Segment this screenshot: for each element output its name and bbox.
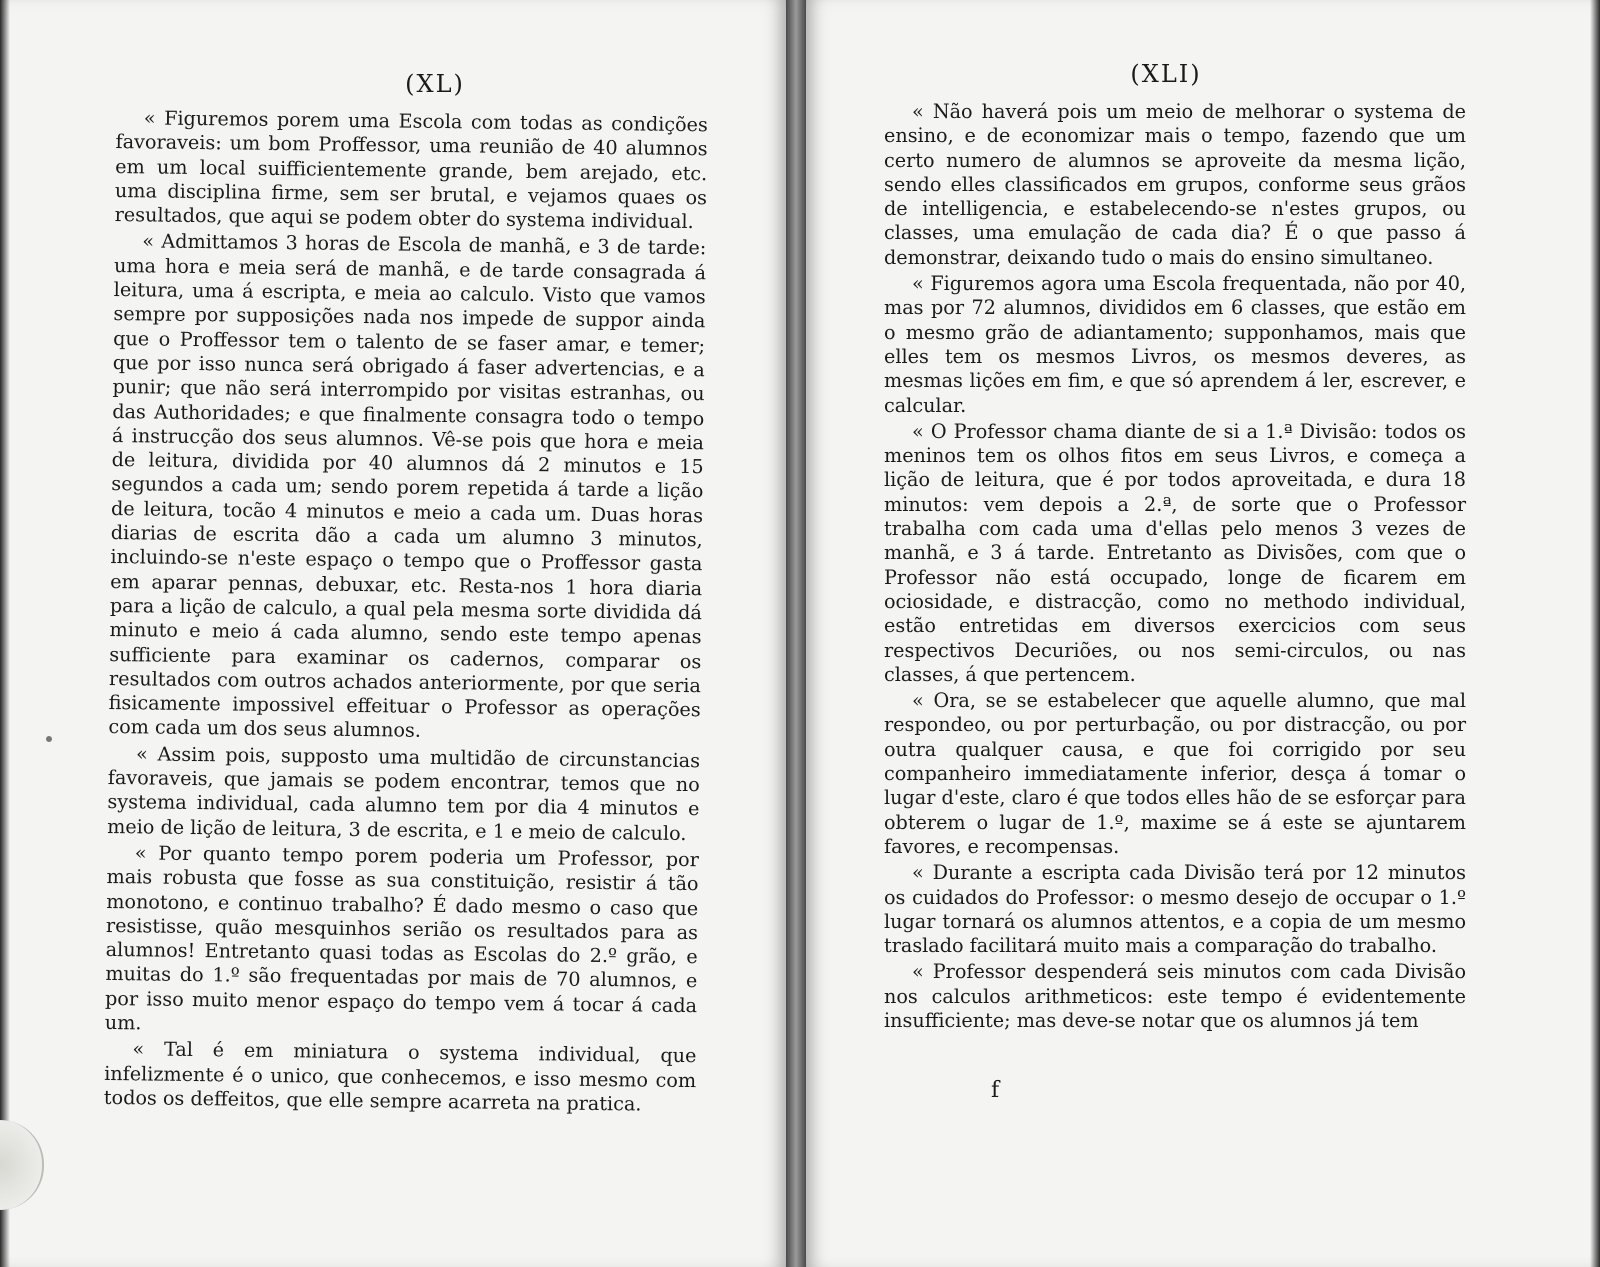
ink-spot bbox=[46, 736, 52, 742]
paragraph: « Por quanto tempo porem poderia um Professor, por mais robusta que fosse as sua constituição, resistir á tão monotono, e continuo trabalho? É dado mesmo o caso que resistisse, quão mesquinhos serião os resultados para as alumnos! Entretanto quasi todas as Escolas do 2.º grão, e muitas do 1.º são frequentadas por mais de 70 alumnos, e por isso muito menor espaço do tempo vem á tocar á cada um. bbox=[104, 841, 699, 1035]
paragraph: « Figuremos agora uma Escola frequentada, não por 40, mas por 72 alumnos, divididos em 6 classes, que estão em o mesmo grão de adiantamento; supponhamos, mais que elles tem os mesmos Livros, os mesmos deveres, as mesmas lições em fim, e que só aprendem á ler, escrever, e calcular. bbox=[884, 272, 1466, 417]
paragraph: « O Professor chama diante de si a 1.ª Divisão: todos os meninos tem os olhos fitos em seus Livros, e começa a lição de leitura, que é por todos aproveitada, e dura 18 minutos: vem depois a 2.ª, de sorte que o Professor trabalha com cada uma d'ellas pelo menos 3 vezes de manhã, e 3 á tarde. Entretanto as Divisões, com que o Professor não está occupado, longe de ficarem em ociosidade, e distracção, como no methodo individual, estão entretidas em diversos exercicios com seus respectivos Decuriões, ou nos semi-circulos, ou nas classes, á que pertencem. bbox=[884, 419, 1466, 686]
paragraph: « Não haverá pois um meio de melhorar o systema de ensino, e de economizar mais o tempo, fazendo que um certo numero de alumnos se aproveite da mesma lição, sendo elles classificados em grupos, conforme seus grãos de intelligencia, e estabelecendo-se n'estes grupos, ou classes, uma emulação de cada dia? É o que passo á demonstrar, deixando tudo o mais do ensino simultaneo. bbox=[884, 100, 1466, 269]
page-number: (XLI) bbox=[1130, 60, 1202, 88]
paragraph: « Professor despenderá seis minutos com cada Divisão nos calculos arithmeticos: este tempo é evidentemente insufficiente; mas deve-se notar que os alumnos já tem bbox=[884, 960, 1466, 1032]
page-damage bbox=[0, 1120, 44, 1210]
right-page bbox=[806, 0, 1600, 1267]
paragraph: « Durante a escripta cada Divisão terá por 12 minutos os cuidados do Professor: o mesmo desejo de occupar o 1.º lugar tornará os alumnos attentos, e a copia de um mesmo traslado facilitará muito mais a comparação do trabalho. bbox=[884, 861, 1466, 958]
left-page bbox=[0, 0, 786, 1267]
book-gutter bbox=[786, 0, 806, 1267]
page-number: (XL) bbox=[405, 70, 465, 98]
text-column bbox=[884, 100, 1466, 1035]
page-edge-shadow bbox=[0, 0, 10, 1267]
paragraph: « Assim pois, supposto uma multidão de circunstancias favoraveis, que jamais se podem encontrar, temos que no systema individual, cada alumno tem por dia 4 minutos e meio de lição de leitura, 3 de escrita, e 1 e meio de calculo. bbox=[107, 742, 701, 845]
signature-mark: f bbox=[991, 1078, 1000, 1103]
paragraph: « Tal é em miniatura o systema individual, que infelizmente é o unico, que conhecemos, e isso mesmo com todos os deffeitos, que elle sempre acarreta na pratica. bbox=[103, 1037, 697, 1116]
paragraph: « Ora, se se estabelecer que aquelle alumno, que mal respondeo, ou por perturbação, ou por distracção, ou por outra qualquer causa, e que foi corrigido por seu companheiro immediatamente inferior, desça á tomar o lugar d'este, claro é que todos elles hão de se esforçar para obterem o lugar de 1.º, maxime se á este se ajuntarem favores, e recompensas. bbox=[884, 689, 1466, 858]
paragraph: « Figuremos porem uma Escola com todas as condições favoraveis: um bom Proffessor, uma reunião de 40 alumnos em um local suifficientemente grande, bem arejado, etc. uma disciplina firme, sem ser brutal, e vejamos quaes os resultados, que aqui se podem obter do systema individual. bbox=[114, 106, 708, 234]
page-edge-shadow bbox=[1590, 0, 1600, 1267]
text-column bbox=[104, 106, 708, 1119]
paragraph: « Admittamos 3 horas de Escola de manhã, e 3 de tarde: uma hora e meia será de manhã, e de tarde consagrada á leitura, uma á escripta, e meia ao calculo. Visto que vamos sempre por supposições nada nos impede de suppor ainda que o Proffessor tem o talento de se faser amar, e temer; que por isso nunca será obrigado á faser advertencias, e a punir; que não será interrompido por visitas estranhas, ou das Authoridades; e que finalmente consagra todo o tempo á instrucção dos seus alumnos. Vê-se pois que hora e meia de leitura, dividida por 40 alumnos dá 2 minutos e 15 segundos a cada um; sendo porem repetida á tarde a lição de leitura, tocão 4 minutos e meio a cada um. Duas horas diarias de escrita dão a cada um alumno 3 minutos, incluindo-se n'este espaço o tempo que o Proffessor gasta em aparar pennas, debuxar, etc. Resta-nos 1 hora diaria para a lição de calculo, a qual pela mesma sorte dividida dá minuto e meio á cada alumno, sendo este tempo apenas sufficiente para examinar os cadernos, comparar os resultados com outros achados anteriormente, por que seria fisicamente impossivel effeituar o Professor as operações com cada um dos seus alumnos. bbox=[108, 229, 707, 743]
